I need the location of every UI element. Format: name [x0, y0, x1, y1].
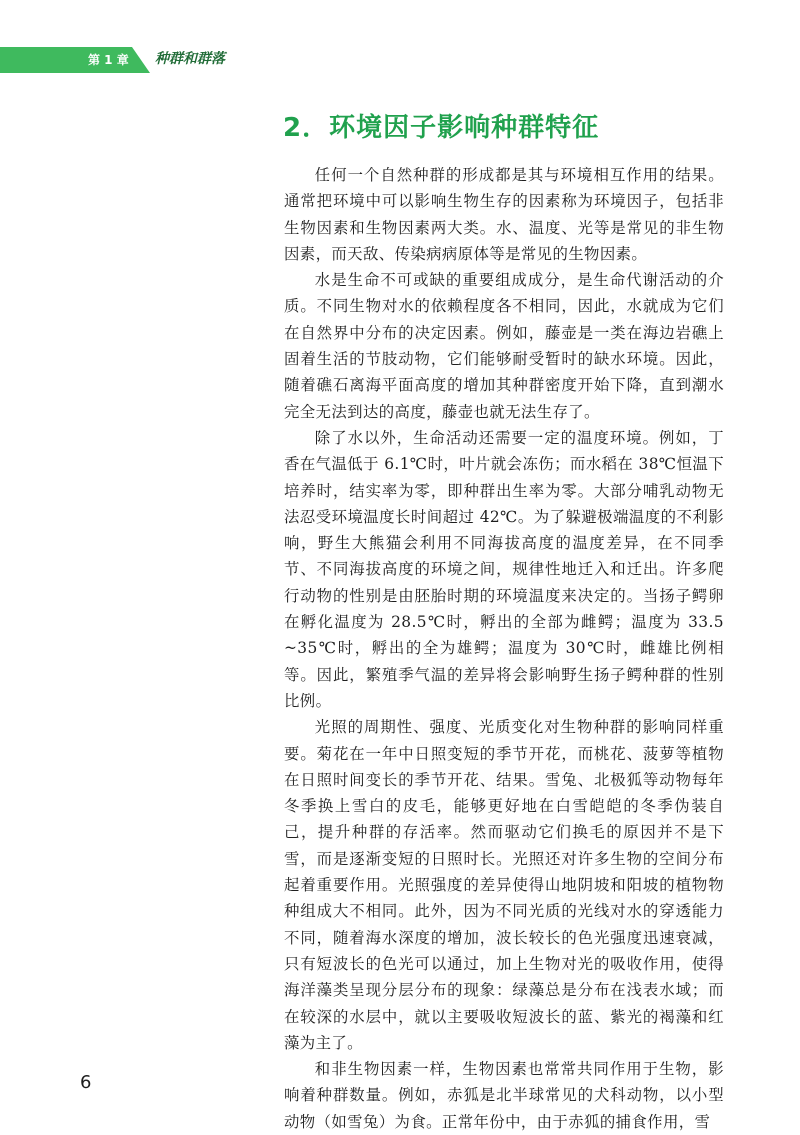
paragraph-water: 水是生命不可或缺的重要组成成分，是生命代谢活动的介质。不同生物对水的依赖程度各不相同，因此，水就成为它们在自然界中分布的决定因素。例如，藤壶是一类在海边岩礁上固着生活的节肢动物，它们能够耐受暂时的缺水环境。因此，随着礁石离海平面高度的增加其种群密度开始下降，直到潮水完全无法到达的高度，藤壶也就无法生存了。: [284, 271, 724, 421]
page-number: 6: [80, 1072, 92, 1093]
section-heading: 2．环境因子影响种群特征: [283, 113, 600, 143]
chapter-number-label: 第 1 章: [88, 53, 129, 67]
paragraph-biotic-factors: 和非生物因素一样，生物因素也常常共同作用于生物，影响着种群数量。例如，赤狐是北半球常见的犬科动物，以小型动物（如雪兔）为食。正常年份中，由于赤狐的捕食作用，雪: [284, 1060, 724, 1131]
body-text: [284, 162, 724, 1135]
chapter-title: 种群和群落: [155, 51, 225, 67]
paragraph-environment-factors: 任何一个自然种群的形成都是其与环境相互作用的结果。通常把环境中可以影响生物生存的因素称为环境因子，包括非生物因素和生物因素两大类。水、温度、光等是常见的非生物因素，而天敌、传染病病原体等是常见的生物因素。: [284, 166, 724, 263]
paragraph-temperature: 除了水以外，生命活动还需要一定的温度环境。例如，丁香在气温低于 6.1℃时，叶片就会冻伤；而水稻在 38℃恒温下培养时，结实率为零，即种群出生率为零。大部分哺乳动物无法忍受环境温度长时间超过 42℃。为了躲避极端温度的不利影响，野生大熊猫会利用不同海拔高度的温度差异，在不同季节、不同海拔高度的环境之间，规律性地迁入和迁出。许多爬行动物的性别是由胚胎时期的环境温度来决定的。当扬子鳄卵在孵化温度为 28.5℃时，孵出的全部为雌鳄；温度为 33.5 ~35℃时，孵出的全为雄鳄；温度为 30℃时，雌雄比例相等。因此，繁殖季气温的差异将会影响野生扬子鳄种群的性别比例。: [284, 428, 724, 710]
paragraph-light: 光照的周期性、强度、光质变化对生物种群的影响同样重要。菊花在一年中日照变短的季节开花，而桃花、菠萝等植物在日照时间变长的季节开花、结果。雪兔、北极狐等动物每年冬季换上雪白的皮毛，能够更好地在白雪皑皑的冬季伪装自己，提升种群的存活率。然而驱动它们换毛的原因并不是下雪，而是逐渐变短的日照时长。光照还对许多生物的空间分布起着重要作用。光照强度的差异使得山地阴坡和阳坡的植物物种组成大不相同。此外，因为不同光质的光线对水的穿透能力不同，随着海水深度的增加，波长较长的色光强度迅速衰减，只有短波长的色光可以通过，加上生物对光的吸收作用，使得海洋藻类呈现分层分布的现象：绿藻总是分布在浅表水域；而在较深的水层中，就以主要吸收短波长的蓝、紫光的褐藻和红藻为主了。: [284, 718, 724, 1052]
